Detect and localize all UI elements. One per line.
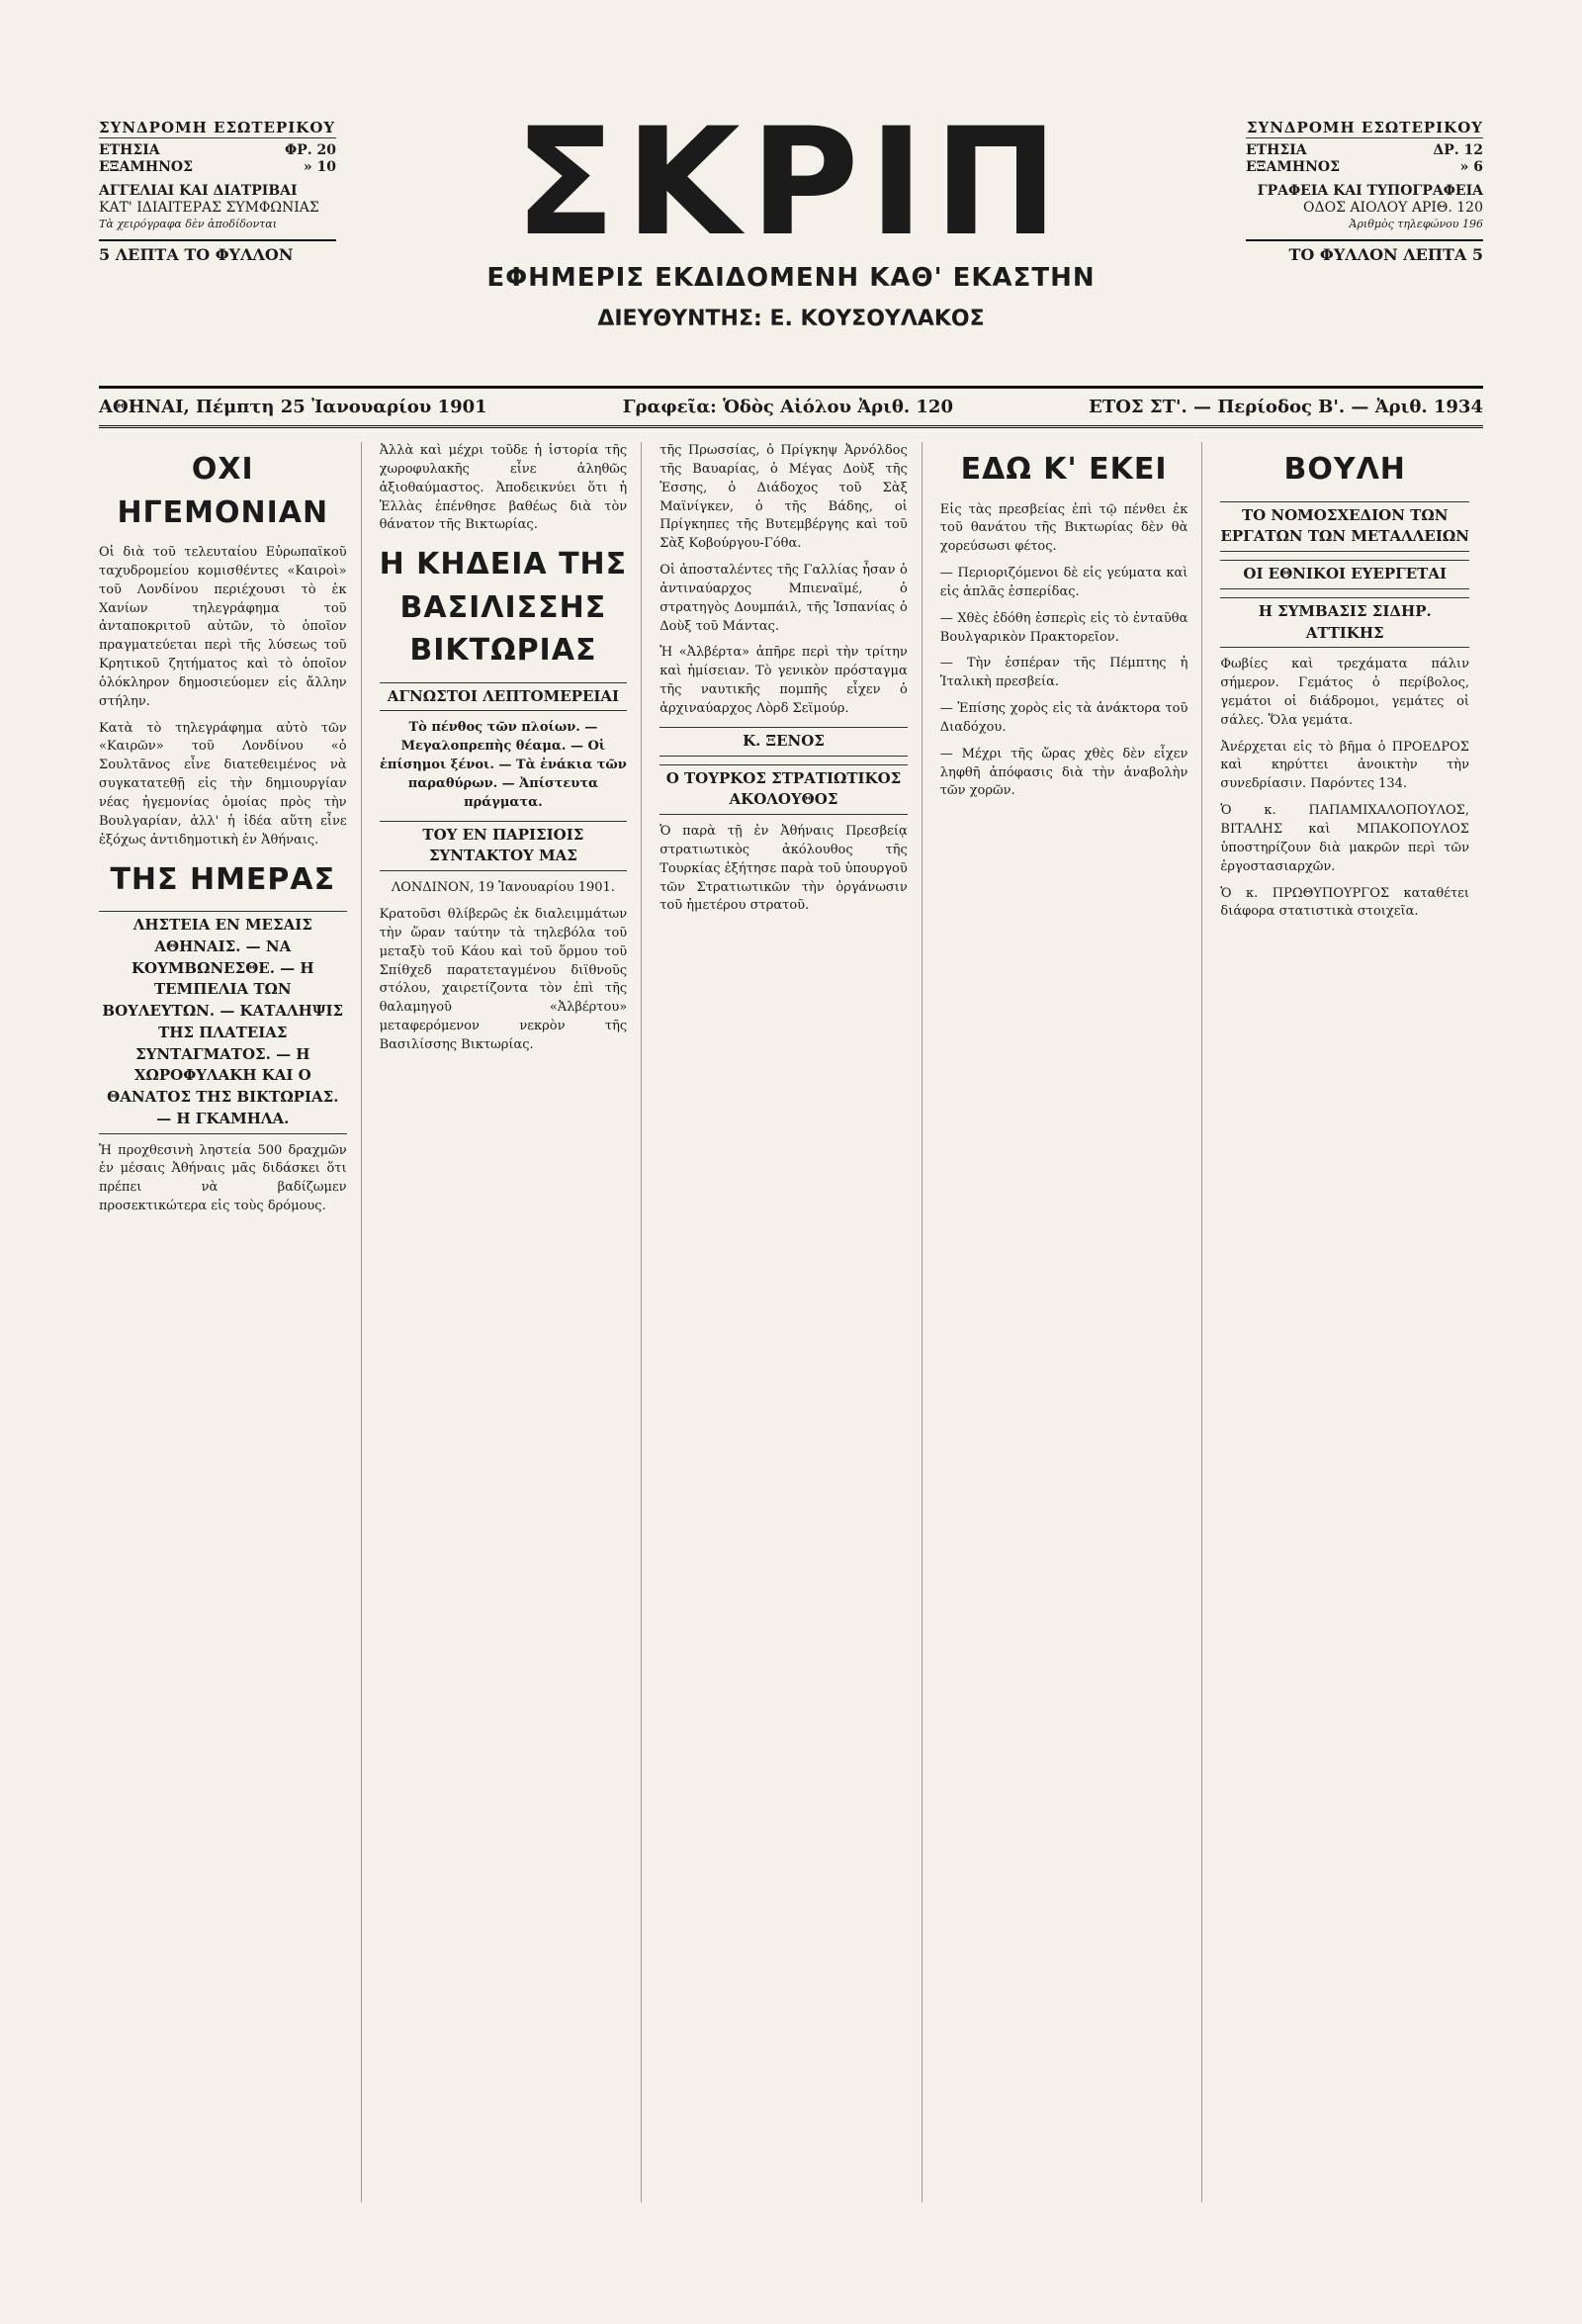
article-heading: ΟΧΙ ΗΓΕΜΟΝΙΑΝ	[117, 452, 329, 530]
column-4	[940, 442, 1203, 2202]
manuscripts-note: Τὰ χειρόγραφα δὲν ἀποδίδονται	[99, 217, 278, 230]
article-heading: ΒΟΥΛΗ	[1283, 452, 1406, 487]
article-subheading: ΟΙ ΕΘΝΙΚΟΙ ΕΥΕΡΓΕΤΑΙ	[1220, 560, 1469, 589]
paragraph: Κατὰ τὸ τηλεγράφημα αὐτὸ τῶν «Καιρῶν» τοῦ Λονδίνου «ὁ Σουλτᾶνος εἶνε διατεθειμένος νὰ συγκατατεθῇ εἰς τὴν δημιουργίαν νέας ἡγεμονίας ὁμοίας πρὸς τὴν Βουλγαρίαν, ἀλλ' ἡ ἰδέα αὕτη εἶνε ἐξόχως ἀντιδημοτικὴ ἐν Ἀθήναις.	[99, 720, 347, 848]
column-3	[659, 442, 923, 2202]
row-label: ΕΤΗΣΙΑ	[99, 141, 160, 158]
paragraph: Εἰς τὰς πρεσβείας ἐπὶ τῷ πένθει ἐκ τοῦ θανάτου τῆς Βικτωρίας δὲν θὰ χορεύσωσι φέτος.	[939, 501, 1188, 555]
dateline-bar	[99, 389, 1483, 428]
column-2	[380, 442, 643, 2202]
subscription-row	[1246, 159, 1483, 177]
byline: ΤΟΥ ΕΝ ΠΑΡΙΣΙΟΙΣ ΣΥΝΤΑΚΤΟΥ ΜΑΣ	[380, 821, 628, 872]
masthead	[99, 97, 1483, 389]
paragraph: Κρατοῦσι θλίβερῶς ἐκ διαλειμμάτων τὴν ὥραν ταύτην τὰ τηλεβόλα τοῦ μεταξὺ τοῦ Κάου καὶ τοῦ ὅρμου τοῦ Σπίθχεδ παρατεταγμένου διϊθνοῦς στόλου, χαιρετίζοντα τὸν ἐπὶ τῆς θαλαμηγοῦ «Ἀλβέρτου» μεταφερόμενον νεκρὸν τῆς Βασιλίσσης Βικτωρίας.	[379, 907, 628, 1052]
issue-number: ΕΤΟΣ ΣΤ'. — Περίοδος Β'. — Ἀριθ. 1934	[1089, 397, 1483, 417]
paragraph: Ἀλλὰ καὶ μέχρι τοῦδε ἡ ἱστορία τῆς χωροφυλακῆς εἶνε ἀληθῶς ἀξιοθαύμαστος. Ἀποδεικνύει ὅτι ἡ Ἑλλὰς ἐπένθησε βαθέως διὰ τὸν θάνατον τῆς Βικτωρίας.	[379, 443, 628, 533]
ads-line: ΑΓΓΕΛΙΑΙ ΚΑΙ ΔΙΑΤΡΙΒΑΙ	[99, 182, 298, 199]
row-label: ΕΤΗΣΙΑ	[1246, 141, 1307, 158]
paragraph: Ἀνέρχεται εἰς τὸ βῆμα ὁ ΠΡΟΕΔΡΟΣ καὶ κηρύττει ἀνοικτὴν τὴν συνεδρίασιν. Παρόντες 134.	[1220, 739, 1469, 792]
title-block	[356, 97, 1226, 331]
subscription-row	[99, 142, 336, 160]
column-5	[1220, 442, 1483, 2202]
article-deck: Τὸ πένθος τῶν πλοίων. — Μεγαλοπρεπὴς θέαμα. — Οἱ ἐπίσημοι ξένοι. — Τὰ ἐνάκια τῶν παραθύρων. — Ἀπίστευτα πράγματα.	[380, 720, 627, 810]
row-label: ΕΞΑΜΗΝΟΣ	[99, 159, 193, 176]
paragraph: Οἱ ἀποσταλέντες τῆς Γαλλίας ἦσαν ὁ ἀντιναύαρχος Μπιεναϊμέ, ὁ στρατηγὸς Δουμπάιλ, τῆς Ἰσπανίας ὁ Δοὺξ τοῦ Μάντας.	[659, 563, 908, 634]
phone-note: Ἀριθμὸς τηλεφώνου 196	[1349, 217, 1483, 230]
offices-address: Γραφεῖα: Ὁδὸς Αἰόλου Ἀριθ. 120	[622, 397, 953, 417]
paragraph: Οἱ διὰ τοῦ τελευταίου Εὐρωπαϊκοῦ ταχυδρομείου κομισθέντες «Καιροὶ» τοῦ Λονδίνου περιέχουσι τὸ ἐκ Χανίων τηλεγράφημα τοῦ ἀνταποκριτοῦ αὐτῶν, τὸ ὁποῖον πραγματεύεται περὶ τῆς λύσεως τοῦ Κρητικοῦ ζητήματος καὶ τὸ ὁποῖον ὁλόκληρον δημοσιεύομεν εἰς ἄλλην στήλην.	[99, 545, 347, 709]
paragraph: Φωβίες καὶ τρεχάματα πάλιν σήμερον. Γεμάτος ὁ περίβολος, γεμάτοι οἱ διάδρομοι, γεμάτες οἱ σάλες. Ὅλα γεμάτα.	[1220, 657, 1469, 728]
paragraph: τῆς Πρωσσίας, ὁ Πρίγκηψ Ἀρνόλδος τῆς Βαυαρίας, ὁ Μέγας Δοὺξ τῆς Ἐσσης, ὁ Διάδοχος τοῦ Σὰξ Μαϊνίγκεν, ὁ τῆς Βάδης, οἱ Πρίγκηπες τῆς Βυτεμβέργης καὶ τοῦ Σὰξ Κοβούργου-Γόθα.	[659, 443, 908, 552]
article-heading: Ο ΤΟΥΡΚΟΣ ΣΤΡΑΤΙΩΤΙΚΟΣ ΑΚΟΛΟΥΘΟΣ	[659, 764, 908, 816]
subscription-box-left	[99, 119, 336, 265]
paragraph: — Ἐπίσης χορὸς εἰς τὰ ἀνάκτορα τοῦ Διαδόχου.	[939, 701, 1188, 735]
row-value: » 10	[303, 159, 336, 176]
subscription-row	[1246, 142, 1483, 160]
director-line: ΔΙΕΥΘΥΝΤΗΣ: Ε. ΚΟΥΣΟΥΛΑΚΟΣ	[597, 307, 985, 331]
price-right: ΤΟ ΦΥΛΛΟΝ ΛΕΠΤΑ 5	[1246, 239, 1483, 265]
address-line: ΟΔΟΣ ΑΙΟΛΟΥ ΑΡΙΘ. 120	[1303, 200, 1483, 217]
price-left: 5 ΛΕΠΤΑ ΤΟ ΦΥΛΛΟΝ	[99, 239, 336, 265]
newspaper-subtitle: ΕΦΗΜΕΡΙΣ ΕΚΔΙΔΟΜΕΝΗ ΚΑΘ' ΕΚΑΣΤΗΝ	[486, 263, 1096, 293]
offices-line: ΓΡΑΦΕΙΑ ΚΑΙ ΤΥΠΟΓΡΑΦΕΙΑ	[1257, 182, 1483, 199]
row-value: ΦΡ. 20	[285, 141, 336, 158]
article-dateline: ΛΟΝΔΙΝΟΝ, 19 Ἰανουαρίου 1901.	[391, 880, 615, 896]
section-heading: ΤΗΣ ΗΜΕΡΑΣ	[110, 861, 336, 897]
article-subheading: ΤΟ ΝΟΜΟΣΧΕΔΙΟΝ ΤΩΝ ΕΡΓΑΤΩΝ ΤΩΝ ΜΕΤΑΛΛΕΙΩΝ	[1220, 501, 1469, 553]
issue-date: ΑΘΗΝΑΙ, Πέμπτη 25 Ἰανουαρίου 1901	[99, 397, 487, 417]
paragraph: Ὁ κ. ΠΡΩΘΥΠΟΥΡΓΟΣ καταθέτει διάφορα στατιστικὰ στοιχεῖα.	[1220, 885, 1469, 920]
columns	[99, 442, 1483, 2202]
paragraph: Ὁ κ. ΠΑΠΑΜΙΧΑΛΟΠΟΥΛΟΣ, ΒΙΤΑΛΗΣ καὶ ΜΠΑΚΟΠΟΥΛΟΣ ὑποστηρίζουν διὰ μακρῶν περὶ τῶν ἐργοστασιαρχῶν.	[1220, 803, 1469, 874]
paragraph: Ἡ «Ἀλβέρτα» ἀπῆρε περὶ τὴν τρίτην καὶ ἡμίσειαν. Τὸ γενικὸν πρόσταγμα τῆς ναυτικῆς πομπῆς εἶχεν ὁ ἀρχιναύαρχος Λὸρδ Σεϊμούρ.	[659, 645, 908, 716]
newspaper-title: ΣΚΡΙΠ	[514, 97, 1068, 269]
article-heading: Η ΚΗΔΕΙΑ ΤΗΣ ΒΑΣΙΛΙΣΣΗΣ ΒΙΚΤΩΡΙΑΣ	[379, 547, 628, 669]
paragraph: — Περιοριζόμενοι δὲ εἰς γεύματα καὶ εἰς ἁπλᾶς ἑσπερίδας.	[939, 566, 1188, 599]
row-value: » 6	[1459, 159, 1483, 176]
subscription-row	[99, 159, 336, 177]
row-value: ΔΡ. 12	[1433, 141, 1483, 158]
headlines-list: ΛΗΣΤΕΙΑ ΕΝ ΜΕΣΑΙΣ ΑΘΗΝΑΙΣ. — ΝΑ ΚΟΥΜΒΩΝΕΣΘΕ. — Η ΤΕΜΠΕΛΙΑ ΤΩΝ ΒΟΥΛΕΥΤΩΝ. — ΚΑΤΑΛΗΨΙΣ ΤΗΣ ΠΛΑΤΕΙΑΣ ΣΥΝΤΑΓΜΑΤΟΣ. — Η ΧΩΡΟΦΥΛΑΚΗ ΚΑΙ Ο ΘΑΝΑΤΟΣ ΤΗΣ ΒΙΚΤΩΡΙΑΣ. — Η ΓΚΑΜΗΛΑ.	[99, 911, 347, 1134]
article-subheading: Η ΣΥΜΒΑΣΙΣ ΣΙΔΗΡ. ΑΤΤΙΚΗΣ	[1220, 597, 1469, 649]
paragraph: — Μέχρι τῆς ὥρας χθὲς δὲν εἶχεν ληφθῆ ἀπόφασις διὰ τὴν ἀναβολὴν τῶν χορῶν.	[939, 746, 1188, 799]
subscription-heading: ΣΥΝΔΡΟΜΗ ΕΣΩΤΕΡΙΚΟΥ	[1246, 119, 1483, 136]
author-signature: Κ. ΞΕΝΟΣ	[659, 727, 908, 757]
agreement-line: ΚΑΤ' ΙΔΙΑΙΤΕΡΑΣ ΣΥΜΦΩΝΙΑΣ	[99, 200, 319, 217]
paragraph: — Τὴν ἑσπέραν τῆς Πέμπτης ἡ Ἰταλικὴ πρεσβεία.	[939, 656, 1188, 690]
paragraph: Ὁ παρὰ τῇ ἐν Ἀθήναις Πρεσβείᾳ στρατιωτικὸς ἀκόλουθος τῆς Τουρκίας ἐξήτησε παρὰ τοῦ ὑπουργοῦ τῶν Στρατιωτικῶν τὴν ὀργάνωσιν τοῦ ἡμετέρου στρατοῦ.	[659, 824, 908, 914]
subscription-heading: ΣΥΝΔΡΟΜΗ ΕΣΩΤΕΡΙΚΟΥ	[99, 119, 336, 136]
paragraph: Ἡ προχθεσινὴ ληστεία 500 δραχμῶν ἐν μέσαις Ἀθήναις μᾶς διδάσκει ὅτι πρέπει νὰ βαδίζωμεν προσεκτικώτερα εἰς τοὺς δρόμους.	[99, 1142, 347, 1214]
paragraph: — Χθὲς ἐδόθη ἑσπερὶς εἰς τὸ ἐνταῦθα Βουλγαρικὸν Πρακτορεῖον.	[939, 610, 1188, 645]
column-1	[99, 442, 362, 2202]
article-heading: ΕΔΩ Κ' ΕΚΕΙ	[960, 452, 1168, 487]
article-subheading: ΑΓΝΩΣΤΟΙ ΛΕΠΤΟΜΕΡΕΙΑΙ	[380, 682, 628, 712]
row-label: ΕΞΑΜΗΝΟΣ	[1246, 159, 1340, 176]
subscription-box-right	[1246, 119, 1483, 265]
